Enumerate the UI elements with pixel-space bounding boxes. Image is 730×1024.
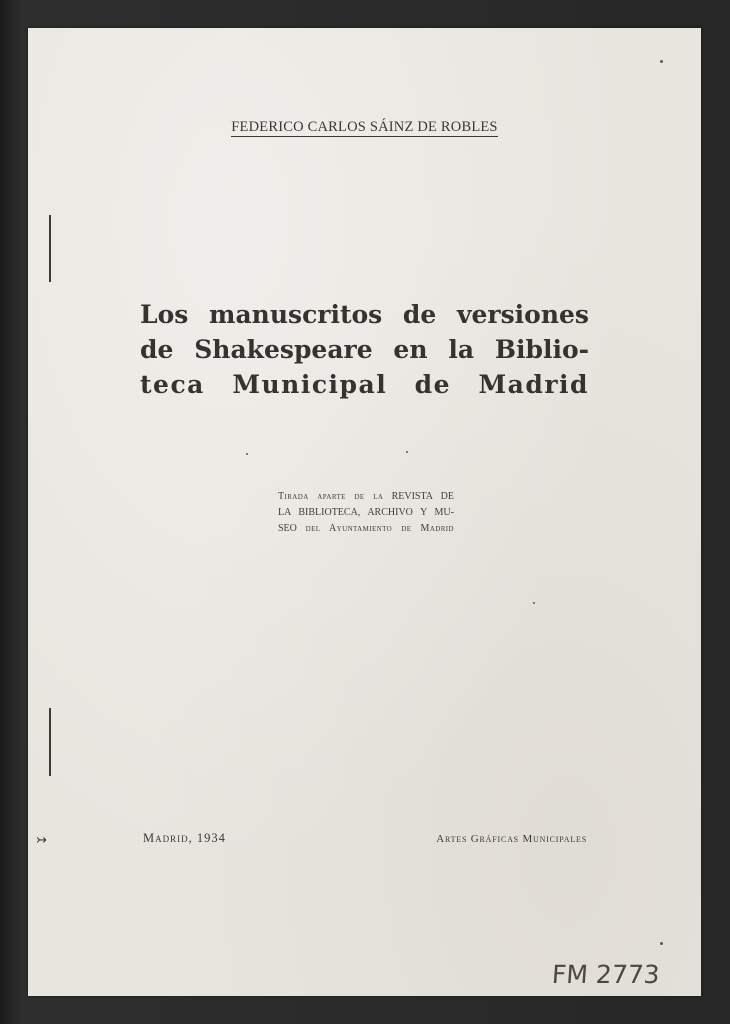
offprint-line-3-caps: SEO <box>278 523 297 534</box>
speck-center <box>406 451 408 453</box>
printer-name: Artes Gráficas Municipales <box>436 833 587 845</box>
title-line-2: de Shakespeare en la Biblio- <box>140 335 589 364</box>
arrow-mark-icon: ↣ <box>36 833 47 848</box>
speck-right <box>533 602 535 604</box>
binding-mark-top <box>49 215 51 282</box>
offprint-note <box>278 489 454 537</box>
speck-left <box>246 453 248 455</box>
title-line-3: teca Municipal de Madrid <box>140 370 589 399</box>
offprint-line-1 <box>278 489 454 505</box>
document-page <box>28 28 701 996</box>
binding-mark-bottom <box>49 708 51 776</box>
imprint-place-date: Madrid, 1934 <box>143 831 226 845</box>
author-text: FEDERICO CARLOS SÁINZ DE ROBLES <box>231 119 498 135</box>
document-title <box>140 297 589 402</box>
handwritten-shelfmark: FM 2773 <box>550 960 661 989</box>
author-name <box>28 119 701 136</box>
offprint-line-3 <box>278 521 454 537</box>
offprint-line-2: LA BIBLIOTECA, ARCHIVO Y MU- <box>278 507 454 518</box>
offprint-line-1-smallcaps: Tirada aparte de la <box>278 491 384 502</box>
speck-bottom-right <box>660 942 663 945</box>
offprint-line-1-caps: REVISTA DE <box>391 491 454 502</box>
offprint-line-3-smallcaps: del Ayuntamiento de Madrid <box>305 523 454 534</box>
title-line-1: Los manuscritos de versiones <box>140 300 589 329</box>
speck-top-right <box>660 60 663 63</box>
